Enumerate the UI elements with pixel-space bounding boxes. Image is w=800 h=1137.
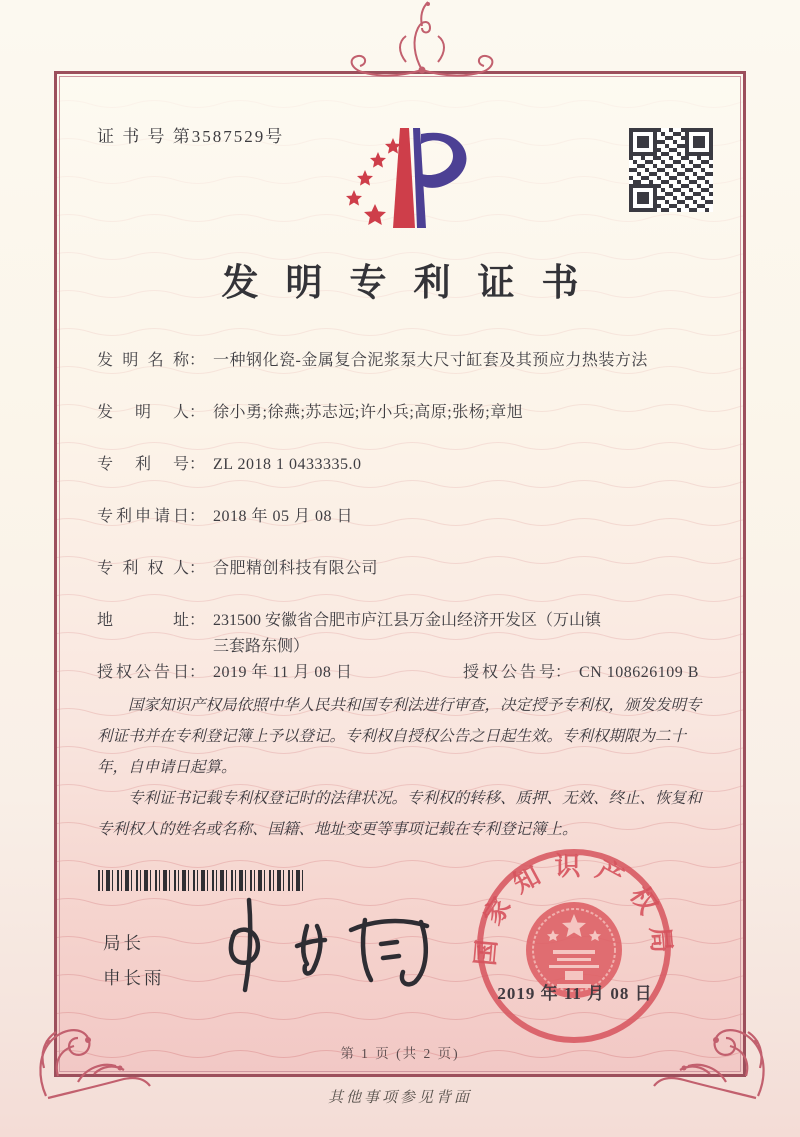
cnipa-logo-icon [323,124,483,236]
field-value: 231500 安徽省合肥市庐江县万金山经济开发区（万山镇 三套路东侧） [213,612,602,655]
barcode [98,870,306,891]
legal-text [97,690,715,845]
legal-paragraph-1: 国家知识产权局依照中华人民共和国专利法进行审查，决定授予专利权，颁发发明专利证书并在专利登记簿上予以登记。专利权自授权公告之日起生效。专利权期限为二十年，自申请日起算。 [97,697,702,776]
commissioner-title: 局长 [103,933,144,953]
field-value: 2018 年 05 月 08 日 [213,508,354,525]
legal-paragraph-2: 专利证书记载专利权登记时的法律状况。专利权的转移、质押、无效、终止、恢复和专利权人的姓名或名称、国籍、地址变更等事项记载在专利登记簿上。 [97,790,702,838]
field-filing-date: 专利申请日： 2018 年 05 月 08 日 [97,504,717,530]
seal-date: 2019 年 11 月 08 日 [497,984,653,1003]
field-value: 合肥精创科技有限公司 [213,560,379,577]
grant-number-value: CN 108626109 B [579,664,699,681]
field-label: 专利号 [97,456,189,473]
field-value: ZL 2018 1 0433335.0 [213,456,362,473]
field-label: 专利申请日 [97,508,189,525]
certificate-fields [97,348,717,712]
certificate-number: 证 书 号 第3587529号 [97,127,285,146]
field-inventors: 发明人： 徐小勇;徐燕;苏志远;许小兵;高原;张杨;章旭 [97,400,717,426]
field-value: 徐小勇;徐燕;苏志远;许小兵;高原;张杨;章旭 [213,404,524,421]
national-ip-office-seal [469,838,679,1048]
field-label: 发明人 [97,404,189,421]
certificate-title: 发明专利证书 [221,263,606,304]
commissioner-block [103,926,165,996]
field-label: 发明名称 [97,352,189,369]
field-address: 地址： 231500 安徽省合肥市庐江县万金山经济开发区（万山镇 三套路东侧） [97,608,717,660]
seal-text: 国家知识产权局 [470,851,678,967]
field-grant-row: 授权公告日： 2019 年 11 月 08 日 授权公告号： CN 108626109 B [97,660,717,686]
handwritten-signature [205,892,445,1002]
commissioner-name: 申长雨 [103,968,165,988]
field-patent-number: 专利号： ZL 2018 1 0433335.0 [97,452,717,478]
field-value: 一种钢化瓷-金属复合泥浆泵大尺寸缸套及其预应力热装方法 [213,352,648,369]
field-patentee: 专利权人： 合肥精创科技有限公司 [97,556,717,582]
field-label: 授权公告日 [97,664,189,681]
back-side-note: 其他事项参见背面 [327,1090,472,1106]
field-label: 地址 [97,612,189,629]
qr-code-icon [629,128,713,212]
page-number: 第 1 页 (共 2 页) [340,1046,460,1061]
certificate-frame [54,71,746,1077]
field-label: 授权公告号 [463,664,556,681]
grant-date-value: 2019 年 11 月 08 日 [213,664,353,681]
field-invention-name: 发明名称： 一种钢化瓷-金属复合泥浆泵大尺寸缸套及其预应力热装方法 [97,348,717,374]
field-label: 专利权人 [97,560,189,577]
